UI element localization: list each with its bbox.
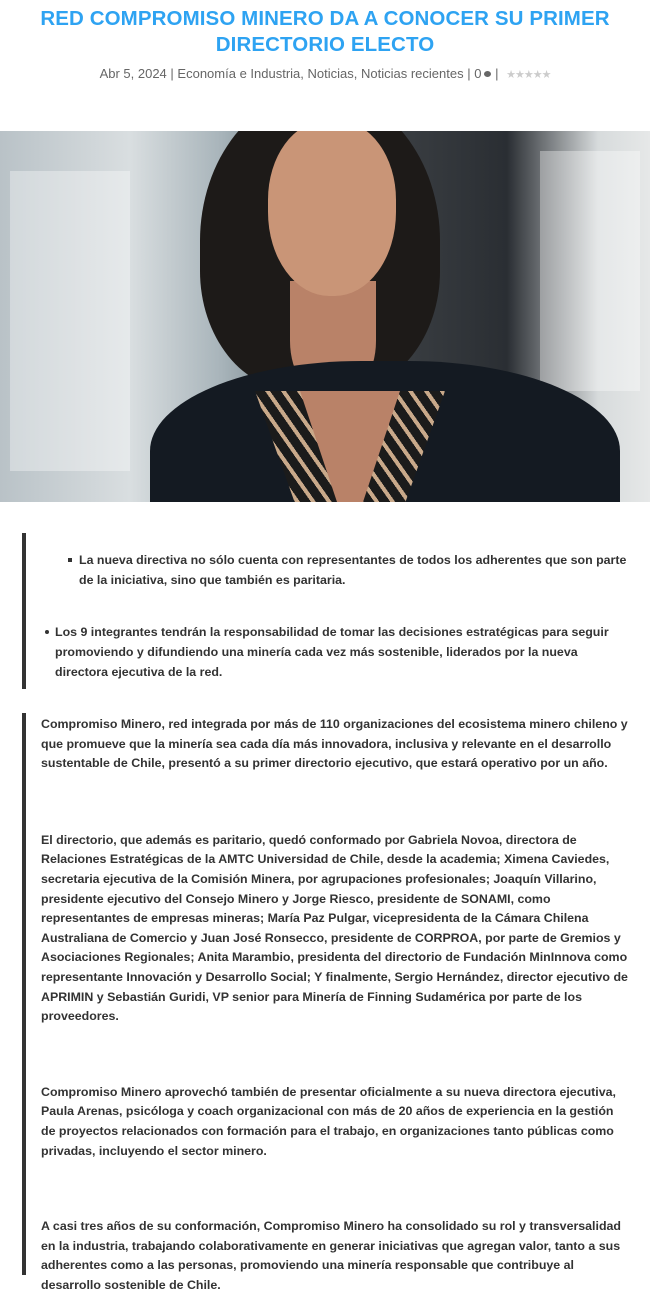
comments-count: 0 bbox=[474, 66, 482, 81]
body-paragraph: El directorio, que además es paritario, quedó conformado por Gabriela Novoa, directora de Relaciones Estratégicas de la AMTC Universidad de Chile, desde la academia; Ximena Caviedes, secretaria ejecutiva de la Comisión Minera, por agrupaciones profesionales; Joaquín Villarino, presidente ejecutivo del Consejo Minero y Jorge Riesco, presidente de SONAMI, como representantes de empresas mineras; María Paz Pulgar, vicepresidenta de la Cámara Chilena Australiana de Comercio y Juan José Ronsecco, presidente de CORPROA, por parte de Gremios y Asociaciones Regionales; Anita Marambio, presidenta del directorio de Fundación MinInnova como representante Innovación y Desarrollo Social; Y finalmente, Sergio Hernández, director ejecutivo de APRIMIN y Sebastián Guridi, VP senior para Minería de Finning Sudamérica por parte de los proveedores. bbox=[41, 832, 628, 1024]
meta-separator: | bbox=[467, 66, 471, 81]
comment-bubble-icon bbox=[484, 71, 491, 77]
article-body-blockquote bbox=[22, 713, 632, 1292]
featured-image bbox=[0, 131, 650, 502]
body-paragraph: Compromiso Minero, red integrada por más de 110 organizaciones del ecosistema minero chileno y que promueve que la minería sea cada día más innovadora, inclusiva y relevante en el desarrollo sustentable de Chile, presentó a su primer directorio ejecutivo, que estará operativo por un año. bbox=[41, 717, 628, 771]
article-title: RED COMPROMISO MINERO DA A CONOCER SU PRIMER DIRECTORIO ELECTO bbox=[40, 7, 610, 56]
rating-stars bbox=[506, 65, 550, 84]
highlight-item: Los 9 integrantes tendrán la responsabilidad de tomar las decisiones estratégicas para seguir promoviendo y difundiendo una minería cada vez más sostenible, liderados por la nueva directora ejecutiva de la red. bbox=[55, 622, 631, 682]
window-background bbox=[540, 151, 640, 391]
body-paragraph: Compromiso Minero aprovechó también de presentar oficialmente a su nueva directora ejecutiva, Paula Arenas, psicóloga y coach organizacional con más de 20 años de experiencia en la gestión de proyectos relacionados con formación para el trabajo, en organizaciones tanto públicas como privadas, incluyendo el sector minero. bbox=[41, 1084, 616, 1158]
body-paragraph: A casi tres años de su conformación, Compromiso Minero ha consolidado su rol y transversalidad en la industria, trabajando colaborativamente en generar iniciativas que agregan valor, tanto a sus adherentes como a las personas, promoviendo una minería responsable que contribuye al desarrollo sostenible de Chile. bbox=[41, 1219, 621, 1292]
highlights-list bbox=[26, 550, 632, 682]
meta-separator: | bbox=[170, 66, 174, 81]
post-meta: Abr 5, 2024 | Economía e Industria, Noticias, Noticias recientes | 0 | ★★★★★ bbox=[0, 65, 650, 84]
category-link-noticias[interactable]: Noticias bbox=[307, 66, 354, 81]
highlight-item: La nueva directiva no sólo cuenta con representantes de todos los adherentes que son parte de la iniciativa, sino que también es paritaria. bbox=[79, 550, 631, 590]
category-link-economia[interactable]: Economía e Industria bbox=[177, 66, 301, 81]
category-link-noticias-recientes[interactable]: Noticias recientes bbox=[361, 66, 464, 81]
portrait-face bbox=[268, 131, 396, 296]
window-background bbox=[10, 171, 130, 471]
post-date: Abr 5, 2024 bbox=[99, 66, 167, 81]
comments-link[interactable] bbox=[474, 66, 491, 81]
star-icon: ★★★★★ bbox=[506, 69, 551, 82]
meta-separator: | bbox=[495, 66, 499, 81]
highlights-blockquote bbox=[22, 533, 632, 689]
